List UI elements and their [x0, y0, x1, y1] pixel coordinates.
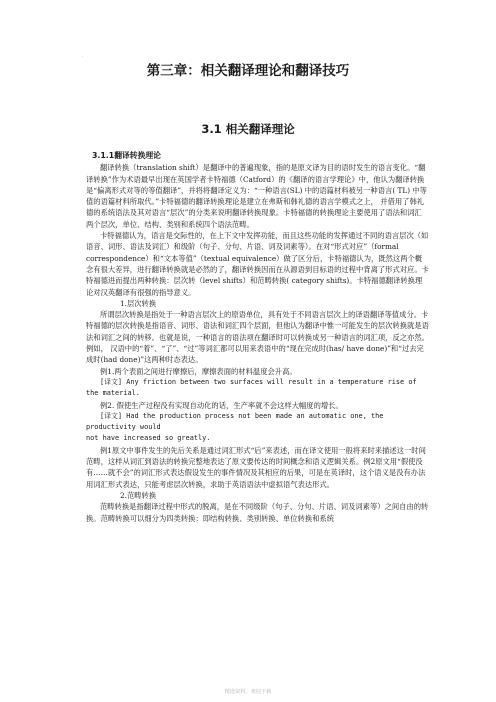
document-body [86, 150, 429, 524]
paragraph: 翻译转换（translation shift）是翻译中的普遍现象，指的是原文译为目的语时发生的语言变化。“翻译转换”作为术语最早出现在英国学者卡特福德（Catford）的《翻译的语言学理论》中，他认为翻译转换是“偏离形式对等的等值翻译”，并将将翻译定义为：“一种语言(SL) 中的语篇材料被另一种语言( TL) 中等值的语篇材料所取代。”卡特福德的翻译转换理论是建立在弗斯和韩礼德的语言学模式之上， 并借用了韩礼德的系统语法及其对语言“层次”的分类来说明翻译转换现象。卡特福德的转换理论主要使用了语法和词汇两个层次，单位、结构、类别和系统四个语法范畴。 [86, 163, 427, 229]
translation-sentence: [译文] Any friction between two surfaces will result in a temperature rise of the material. [86, 377, 417, 398]
paragraph: 例1原文中事件发生的先后关系是通过词汇形式“后”来表述，而在译文使用一般将来时来描述这一时间范畴，这样从词汇到语法的转换完整地表达了原文要传达的时间概念和语义逻辑关系。例2原文用“假使没有……就不会”的词汇形式表达假设发生的事件情况及其相应的后果，可是在英译时，这个语义是没有办法用词汇形式表达，只能考虑层次转换，求助于英语语法中虚拟语气表达形式。 [86, 445, 426, 489]
example-sentence: 例1.两个表面之间进行摩擦后，摩擦表面的材料温度会升高。 [100, 366, 297, 376]
subsection-title: 3.1.1翻译转换理论 [92, 151, 161, 160]
list-heading: 1.层次转换 [120, 298, 157, 308]
footer-watermark: 精选资料，欢迎下载 [224, 689, 272, 695]
translation-sentence: [译文] Had the production process not been made an automatic one, the productivity would [86, 411, 384, 432]
header-dot: · [82, 54, 84, 60]
chapter-title: 第三章：相关翻译理论和翻译技巧 [146, 63, 350, 79]
example-sentence: 例2. 假使生产过程没有实现自动化的话，生产率就不会这样大幅度的增长。 [100, 400, 343, 410]
paragraph: 范畴转换是指翻译过程中形式的脱离，是在不同级阶（句子、分句、片语、词及词素等）之间自由的转换。范畴转换可以细分为四类转换：即结构转换、类别转换、单位转换和系统 [86, 502, 429, 523]
list-heading: 2.范畴转换 [120, 490, 157, 500]
section-title: 3.1 相关翻译理论 [201, 122, 295, 136]
paragraph: 卡特福德认为，语言是交际性的，在上下文中发挥功能，而且这些功能的发挥通过不同的语言层次（如语音、词形、语法及词汇）和级阶（句子、分句、片语、词及词素等）。在对“形式对应”（formal correspondence）和“文本等值”（textual equivalence）做了区分后，卡特福德认为，既然这两个概念有很大差异，进行翻译转换就是必然的了，翻译转换因而在从源语到目标语的过程中背离了形式对应。卡特福德进而提出两种转换：层次转（level shifts）和范畴转换( category shifts)。卡特福德翻译转换理论对汉英翻译有很强的指导意义。 [86, 231, 429, 297]
translation-sentence-continued: not have increased so greatly. [86, 434, 211, 443]
paragraph: 所谓层次转换是指处于一种语言层次上的原语单位，具有处于不同语言层次上的译语翻译等值成分。卡特福德的层次转换是指语音、词形、语法和词汇四个层面，但他认为翻译中惟一可能发生的层次转换就是语法和词汇之间的转移。也就是说，一种语言的语法项在翻译时可以转换成另一种语言的词汇项，反之亦然。例如， 汉语中的“着”、“了”、“过”等词汇都可以用来表语中的“现在完成时(has/ have done)”和“过去完成时(had done)”这两种时态表达。 [86, 310, 429, 365]
